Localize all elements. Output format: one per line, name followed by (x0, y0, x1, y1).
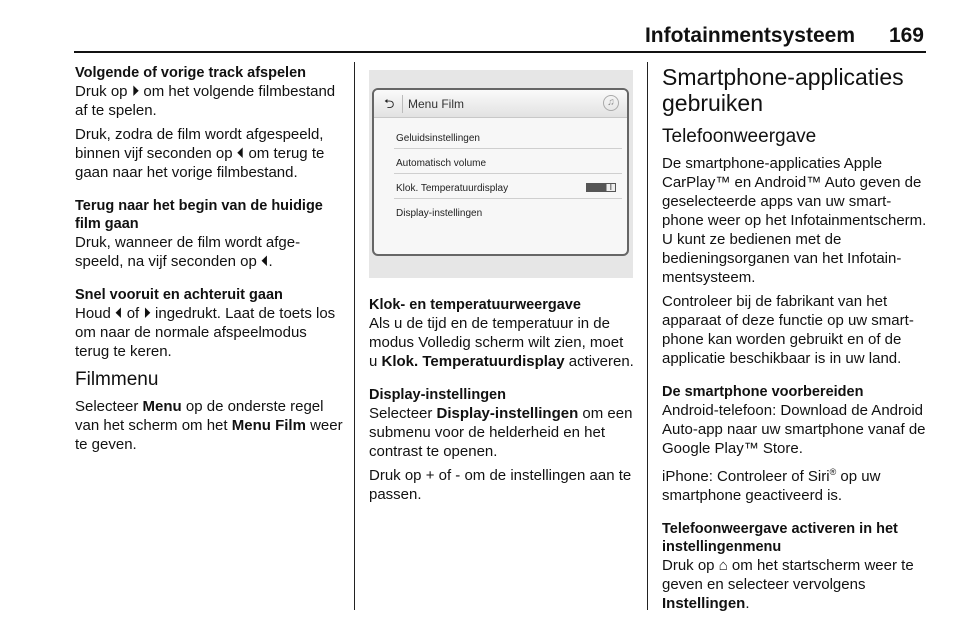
section-heading: Telefoonweergave activeren in het instellingenmenu (662, 521, 898, 555)
paragraph: Druk, wanneer de film wordt afgespeeld, na vijf seconden op ⏴. (75, 234, 301, 270)
section-heading: Display-instellingen (369, 387, 506, 403)
menu-item-automatisch-volume[interactable]: Automatisch volume (394, 149, 622, 174)
paragraph: Druk op ⌂ om het startscherm weer te geven en selecteer vervolgens Instellingen. (662, 557, 914, 612)
subsection-heading: Filmmenu (75, 369, 159, 390)
section-heading: Snel vooruit en achteruit gaan (75, 287, 283, 303)
title-separator (402, 95, 403, 113)
screen-menu-list (394, 124, 622, 224)
paragraph: De smartphone-applicaties Apple CarPlay™ en Android™ Auto geven de geselecteerde apps van uw smartphone weer op het Infotainmentscherm. U kunt ze bedienen met de bedieningsorganen van het Infotainmentsysteem. (662, 155, 927, 286)
screen-illustration (369, 70, 633, 278)
section-heading: Terug naar het begin van de huidige film gaan (75, 198, 323, 232)
home-icon: ⌂ (718, 557, 728, 574)
toggle-label: I (609, 183, 612, 192)
column-middle (369, 296, 635, 509)
page-header (0, 0, 960, 60)
menu-item-klok-temperatuurdisplay[interactable]: Klok. Temperatuurdisplay I (394, 174, 622, 199)
paragraph: Houd ⏴ of ⏵ ingedrukt. Laat de toets los om naar de normale afspeelmodus terug te keren. (75, 305, 336, 360)
paragraph: Controleer bij de fabrikant van het apparaat of deze functie op uw smartphone kan worden gebruikt en of de applicatie beschikbaar is in uw land. (662, 293, 914, 367)
paragraph: Selecteer Display-instellingen om een submenu voor de helderheid en het contrast te openen. (369, 405, 633, 460)
chapter-heading: Smartphone-applicaties gebruiken (662, 64, 904, 116)
back-arrow-icon[interactable]: ⮌ (384, 96, 395, 111)
paragraph: Druk, zodra de film wordt afgespeeld, binnen vijf seconden op ⏴ om terug te gaan naar het vorige filmbestand. (75, 126, 325, 181)
page-number: 169 (888, 24, 924, 47)
screen-menu-title: Menu Film (408, 97, 465, 111)
paragraph: Als u de tijd en de temperatuur in de modus Volledig scherm wilt zien, moet u Klok. Temperatuurdisplay activeren. (369, 315, 634, 370)
menu-item-geluidsinstellingen[interactable]: Geluidsinstellingen (394, 124, 622, 149)
section-heading: Volgende of vorige track afspelen (75, 65, 306, 81)
menu-item-display-instellingen[interactable]: Display-instellingen (396, 208, 483, 219)
screen-title-bar (374, 90, 627, 118)
running-title: Infotainmentsysteem (644, 24, 855, 47)
section-heading: De smartphone voorbereiden (662, 384, 864, 400)
menu-film-screen (372, 88, 629, 256)
music-note-icon[interactable]: ♫ (603, 95, 619, 111)
column-divider (647, 62, 648, 610)
paragraph: Druk op + of - om de instellingen aan te passen. (369, 467, 632, 503)
paragraph: Android-telefoon: Download de Android Auto-app naar uw smartphone vanaf de Google Play™ Store. (662, 402, 926, 457)
column-left (75, 64, 343, 459)
header-rule (74, 51, 926, 53)
column-divider (354, 62, 355, 610)
paragraph: Selecteer Menu op de onderste regel van het scherm om het Menu Film weer te geven. (75, 398, 343, 453)
paragraph: Druk op ⏵ om het volgende filmbestand af te spelen. (75, 83, 336, 119)
subsection-heading: Telefoonweergave (662, 126, 817, 147)
section-heading: Klok- en temperatuurweergave (369, 297, 581, 313)
paragraph: iPhone: Controleer of Siri® op uw smartphone geactiveerd is. (662, 467, 881, 504)
column-right (662, 64, 927, 618)
